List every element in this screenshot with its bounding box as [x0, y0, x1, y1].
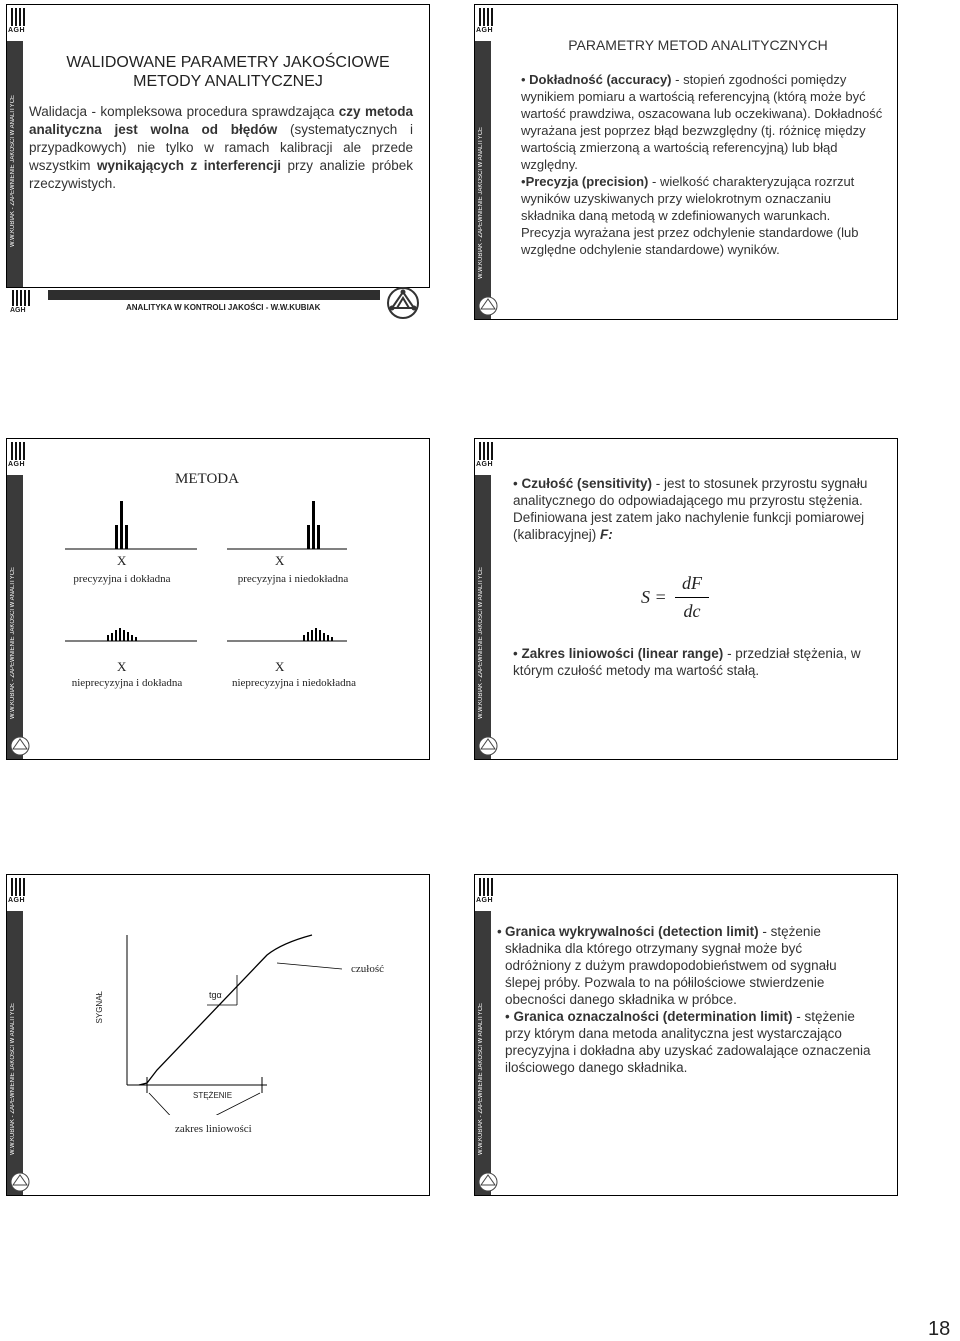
panel-label: precyzyjna i dokładna	[73, 573, 171, 585]
panel-label: precyzyjna i niedokładna	[237, 573, 349, 585]
x-marker: X	[117, 659, 127, 674]
page-number: 18	[928, 1318, 951, 1340]
slide-sidebar	[475, 875, 494, 1195]
agh-logo: AGH	[475, 875, 497, 911]
agh-logo: AGH	[7, 439, 29, 475]
slide-4: AGH W.W.KUBIAK - ZAPEWNIENIE JAKOŚCI W ANALITYCE • Czułość (sensitivity) - jest to stosunek przyrostu sygnału analitycznego do odpowiadającego mu przyrostu stężenia. Definiowana jest zatem jako nachylenie funkcji pomiarowej (kalibracyjnej) F: S = dF dc • Zakres liniowości (linear range) - przedział stężenia, w którym czułość metody ma wartość stałą.	[474, 438, 898, 760]
panel-label: nieprecyzyjna i niedokładna	[231, 677, 356, 689]
x-axis-label: STĘŻENIE	[193, 1091, 233, 1100]
slope-label: tgα	[209, 990, 222, 1000]
agh-logo: AGH	[7, 5, 29, 41]
x-marker: X	[117, 553, 127, 568]
slide-footer-text: ANALITYKA W KONTROLI JAKOŚCI - W.W.KUBIAK	[126, 303, 321, 312]
sensitivity-pointer	[277, 963, 342, 969]
histogram-spread	[107, 628, 137, 641]
sidebar-vertical-text: W.W.KUBIAK - ZAPEWNIENIE JAKOŚCI W ANALITYCE	[10, 94, 16, 247]
diagram-title: METODA	[175, 471, 239, 487]
slide-1	[6, 4, 430, 288]
sidebar-vertical-text: W.W.KUBIAK - ZAPEWNIENIE JAKOŚCI W ANALITYCE	[478, 566, 484, 719]
slide-6	[474, 874, 898, 1196]
slide-body: • Dokładność (accuracy) - stopień zgodności pomiędzy wynikiem pomiaru a wartością referencyjną (którą może być wartość prawdziwa, oszacowana lub oczekiwana). Dokładność wyrażana jest poprzez błąd bezwzględny (tj. różnicę między wartością zmierzoną a wartością referencyjną) lub błąd względny. •Precyzja (precision) - wielkość charakteryzująca rozrzut wyników uzyskiwanych przy wielokrotnym oznaczaniu składnika daną metodą w zdefiniowanych warunkach. Precyzja wyrażana jest przez odchylenie standardowe (lub względne odchylenie standardowe) wyników.	[521, 72, 883, 257]
histogram-bar	[317, 525, 320, 549]
slide-sidebar	[475, 5, 494, 319]
slide-title: WALIDOWANE PARAMETRY JAKOŚCIOWE METODY ANALITYCZNEJ	[66, 54, 390, 90]
footer-agh-logo: AGH	[6, 288, 40, 318]
slide-body: • Zakres liniowości (linear range) - przedział stężenia, w którym czułość metody ma wartość stałą.	[513, 646, 861, 678]
histogram-bar	[125, 525, 128, 549]
slide-body: • Czułość (sensitivity) - jest to stosunek przyrostu sygnału analitycznego do odpowiadającego mu przyrostu stężenia. Definiowana jest zatem jako nachylenie funkcji pomiarowej (kalibracyjnej) F:	[513, 476, 868, 542]
sidebar-vertical-text: W.W.KUBIAK - ZAPEWNIENIE JAKOŚCI W ANALITYCE	[478, 126, 484, 279]
sidebar-vertical-text: W.W.KUBIAK - ZAPEWNIENIE JAKOŚCI W ANALITYCE	[478, 1002, 484, 1155]
slide-body: Walidacja - kompleksowa procedura sprawdzająca czy metoda analityczna jest wolna od błędów (systematycznych i przypadkowych) nie tylko w ramach kalibracji ale przede wszystkim wynikających z interferencji przy analizie próbek rzeczywistych.	[29, 104, 414, 191]
histogram-bar	[312, 501, 315, 549]
histogram-bar	[115, 525, 118, 549]
emblem-icon	[9, 735, 31, 757]
calibration-curve	[139, 935, 312, 1085]
slide-2	[474, 4, 898, 320]
range-pointer	[149, 1093, 179, 1115]
slide-sidebar	[7, 875, 26, 1195]
slide-3	[6, 438, 430, 760]
emblem-icon	[477, 295, 499, 317]
histogram-bar	[120, 501, 123, 549]
curve-label: czułość	[351, 963, 384, 975]
histogram-spread	[303, 628, 333, 641]
y-axis-label: SYGNAŁ	[95, 991, 104, 1024]
slide-title: PARAMETRY METOD ANALITYCZNYCH	[568, 37, 828, 53]
sidebar-vertical-text: W.W.KUBIAK - ZAPEWNIENIE JAKOŚCI W ANALITYCE	[10, 566, 16, 719]
calibration-curve-diagram	[87, 915, 367, 1115]
footer-emblem-icon	[386, 286, 420, 320]
sidebar-vertical-text: W.W.KUBIAK - ZAPEWNIENIE JAKOŚCI W ANALITYCE	[10, 1002, 16, 1155]
emblem-icon	[9, 1171, 31, 1193]
agh-logo: AGH	[7, 875, 29, 911]
panel-label: nieprecyzyjna i dokładna	[71, 677, 183, 689]
slide-sidebar	[475, 439, 494, 759]
x-marker: X	[275, 553, 285, 568]
agh-logo: AGH	[475, 5, 497, 41]
histogram-bar	[307, 525, 310, 549]
slide-sidebar	[7, 439, 26, 759]
emblem-icon	[477, 735, 499, 757]
range-label: zakres liniowości	[175, 1123, 252, 1135]
x-marker: X	[275, 659, 285, 674]
emblem-icon	[477, 1171, 499, 1193]
slide-body: • Granica wykrywalności (detection limit) - stężenie składnika dla którego otrzymany sygnał może być odróżniony z dużym prawdopodobieństwem od sygnału ślepej próby. Pozwala to na półilościowe stwierdzenie obecności danego składnika w próbce. • Granica oznaczalności (determination limit) - stężenie przy którym dana metoda analityczna jest wystarczająco precyzyjna i dokładna aby uzyskać zadowalające oznaczenia ilościowego danego składnika.	[497, 924, 871, 1075]
slide-footer-bar	[48, 290, 380, 300]
slide-5	[6, 874, 430, 1196]
slide-sidebar	[7, 5, 26, 287]
agh-logo: AGH	[475, 439, 497, 475]
